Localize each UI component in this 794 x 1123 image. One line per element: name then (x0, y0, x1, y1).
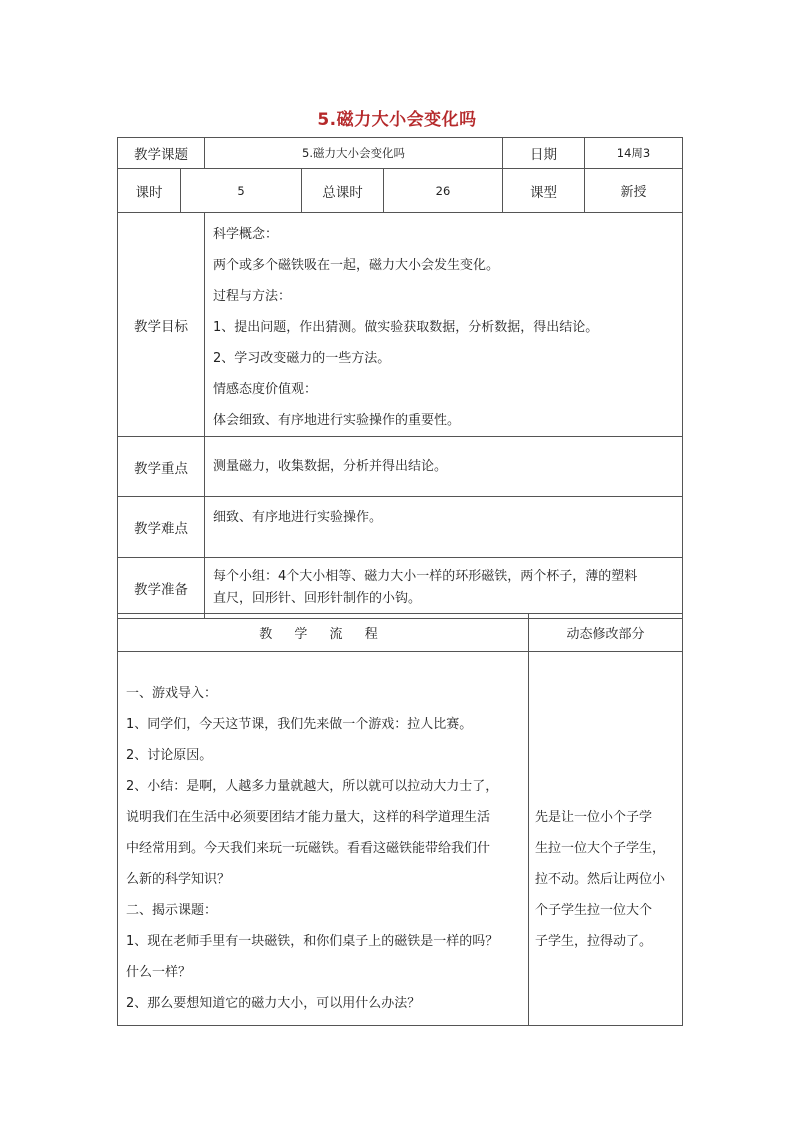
prep-content (205, 558, 683, 619)
difficulty-content (205, 497, 683, 558)
side-line: 生拉一位大个子学生， (535, 841, 666, 856)
period-label: 课时 (118, 169, 181, 213)
course-value: 5.磁力大小会变化吗 (205, 138, 503, 169)
goals-line: 两个或多个磁铁吸在一起，磁力大小会发生变化。 (213, 258, 500, 273)
flow-line: 二、揭示课题： (126, 903, 218, 918)
prep-line: 每个小组：4个大小相等、磁力大小一样的环形磁铁，两个杯子，薄的塑料 (213, 569, 638, 584)
flow-line: 2、那么要想知道它的磁力大小，可以用什么办法？ (126, 996, 421, 1011)
side-line: 拉不动。然后让两位小 (535, 872, 666, 887)
flow-line: 2、小结：是啊，人越多力量就越大，所以就可以拉动大力士了， (126, 779, 499, 794)
flow-line: 2、讨论原因。 (126, 748, 213, 763)
page-title: 5.磁力大小会变化吗 (317, 110, 477, 130)
period-value: 5 (181, 169, 302, 213)
flow-line: 么新的科学知识？ (126, 872, 231, 887)
difficulty-label: 教学难点 (118, 497, 205, 558)
goals-line: 过程与方法： (213, 289, 292, 304)
type-label: 课型 (503, 169, 585, 213)
side-line: 子学生，拉得动了。 (535, 934, 653, 949)
goals-line: 情感态度价值观： (213, 382, 318, 397)
total-label: 总课时 (302, 169, 384, 213)
period-table (117, 168, 683, 213)
flow-line: 1、同学们，今天这节课，我们先来做一个游戏：拉人比赛。 (126, 717, 473, 732)
prep-line: 直尺，回形针、回形针制作的小钩。 (213, 591, 422, 606)
key-point-label: 教学重点 (118, 437, 205, 497)
goals-label: 教学目标 (118, 213, 205, 437)
date-value: 14周3 (585, 138, 683, 169)
flow-header-right: 动态修改部分 (529, 614, 683, 652)
flow-table (117, 613, 683, 1026)
side-notes (529, 652, 683, 1026)
type-value: 新授 (585, 169, 683, 213)
flow-line: 说明我们在生活中必须要团结才能力量大，这样的科学道理生活 (126, 810, 491, 825)
flow-line: 中经常用到。今天我们来玩一玩磁铁。看看这磁铁能带给我们什 (126, 841, 491, 856)
course-label: 教学课题 (118, 138, 205, 169)
total-value: 26 (384, 169, 503, 213)
flow-line: 1、现在老师手里有一块磁铁，和你们桌子上的磁铁是一样的吗？ (126, 934, 499, 949)
side-line: 先是让一位小个子学 (535, 810, 653, 825)
date-label: 日期 (503, 138, 585, 169)
difficulty-text: 细致、有序地进行实验操作。 (213, 510, 383, 525)
flow-line: 一、游戏导入： (126, 686, 218, 701)
flow-header-left: 教 学 流 程 (118, 614, 529, 652)
header-table (117, 137, 683, 169)
key-point-content (205, 437, 683, 497)
main-table (117, 212, 683, 619)
goals-line: 科学概念： (213, 227, 279, 242)
goals-line: 体会细致、有序地进行实验操作的重要性。 (213, 413, 461, 428)
goals-line: 1、提出问题，作出猜测。做实验获取数据，分析数据，得出结论。 (213, 320, 599, 335)
key-point-text: 测量磁力，收集数据，分析并得出结论。 (213, 459, 448, 474)
flow-content (118, 652, 529, 1026)
flow-line: 什么一样？ (126, 965, 192, 980)
goals-line: 2、学习改变磁力的一些方法。 (213, 351, 391, 366)
side-line: 个子学生拉一位大个 (535, 903, 653, 918)
prep-label: 教学准备 (118, 558, 205, 619)
goals-content (205, 213, 683, 437)
